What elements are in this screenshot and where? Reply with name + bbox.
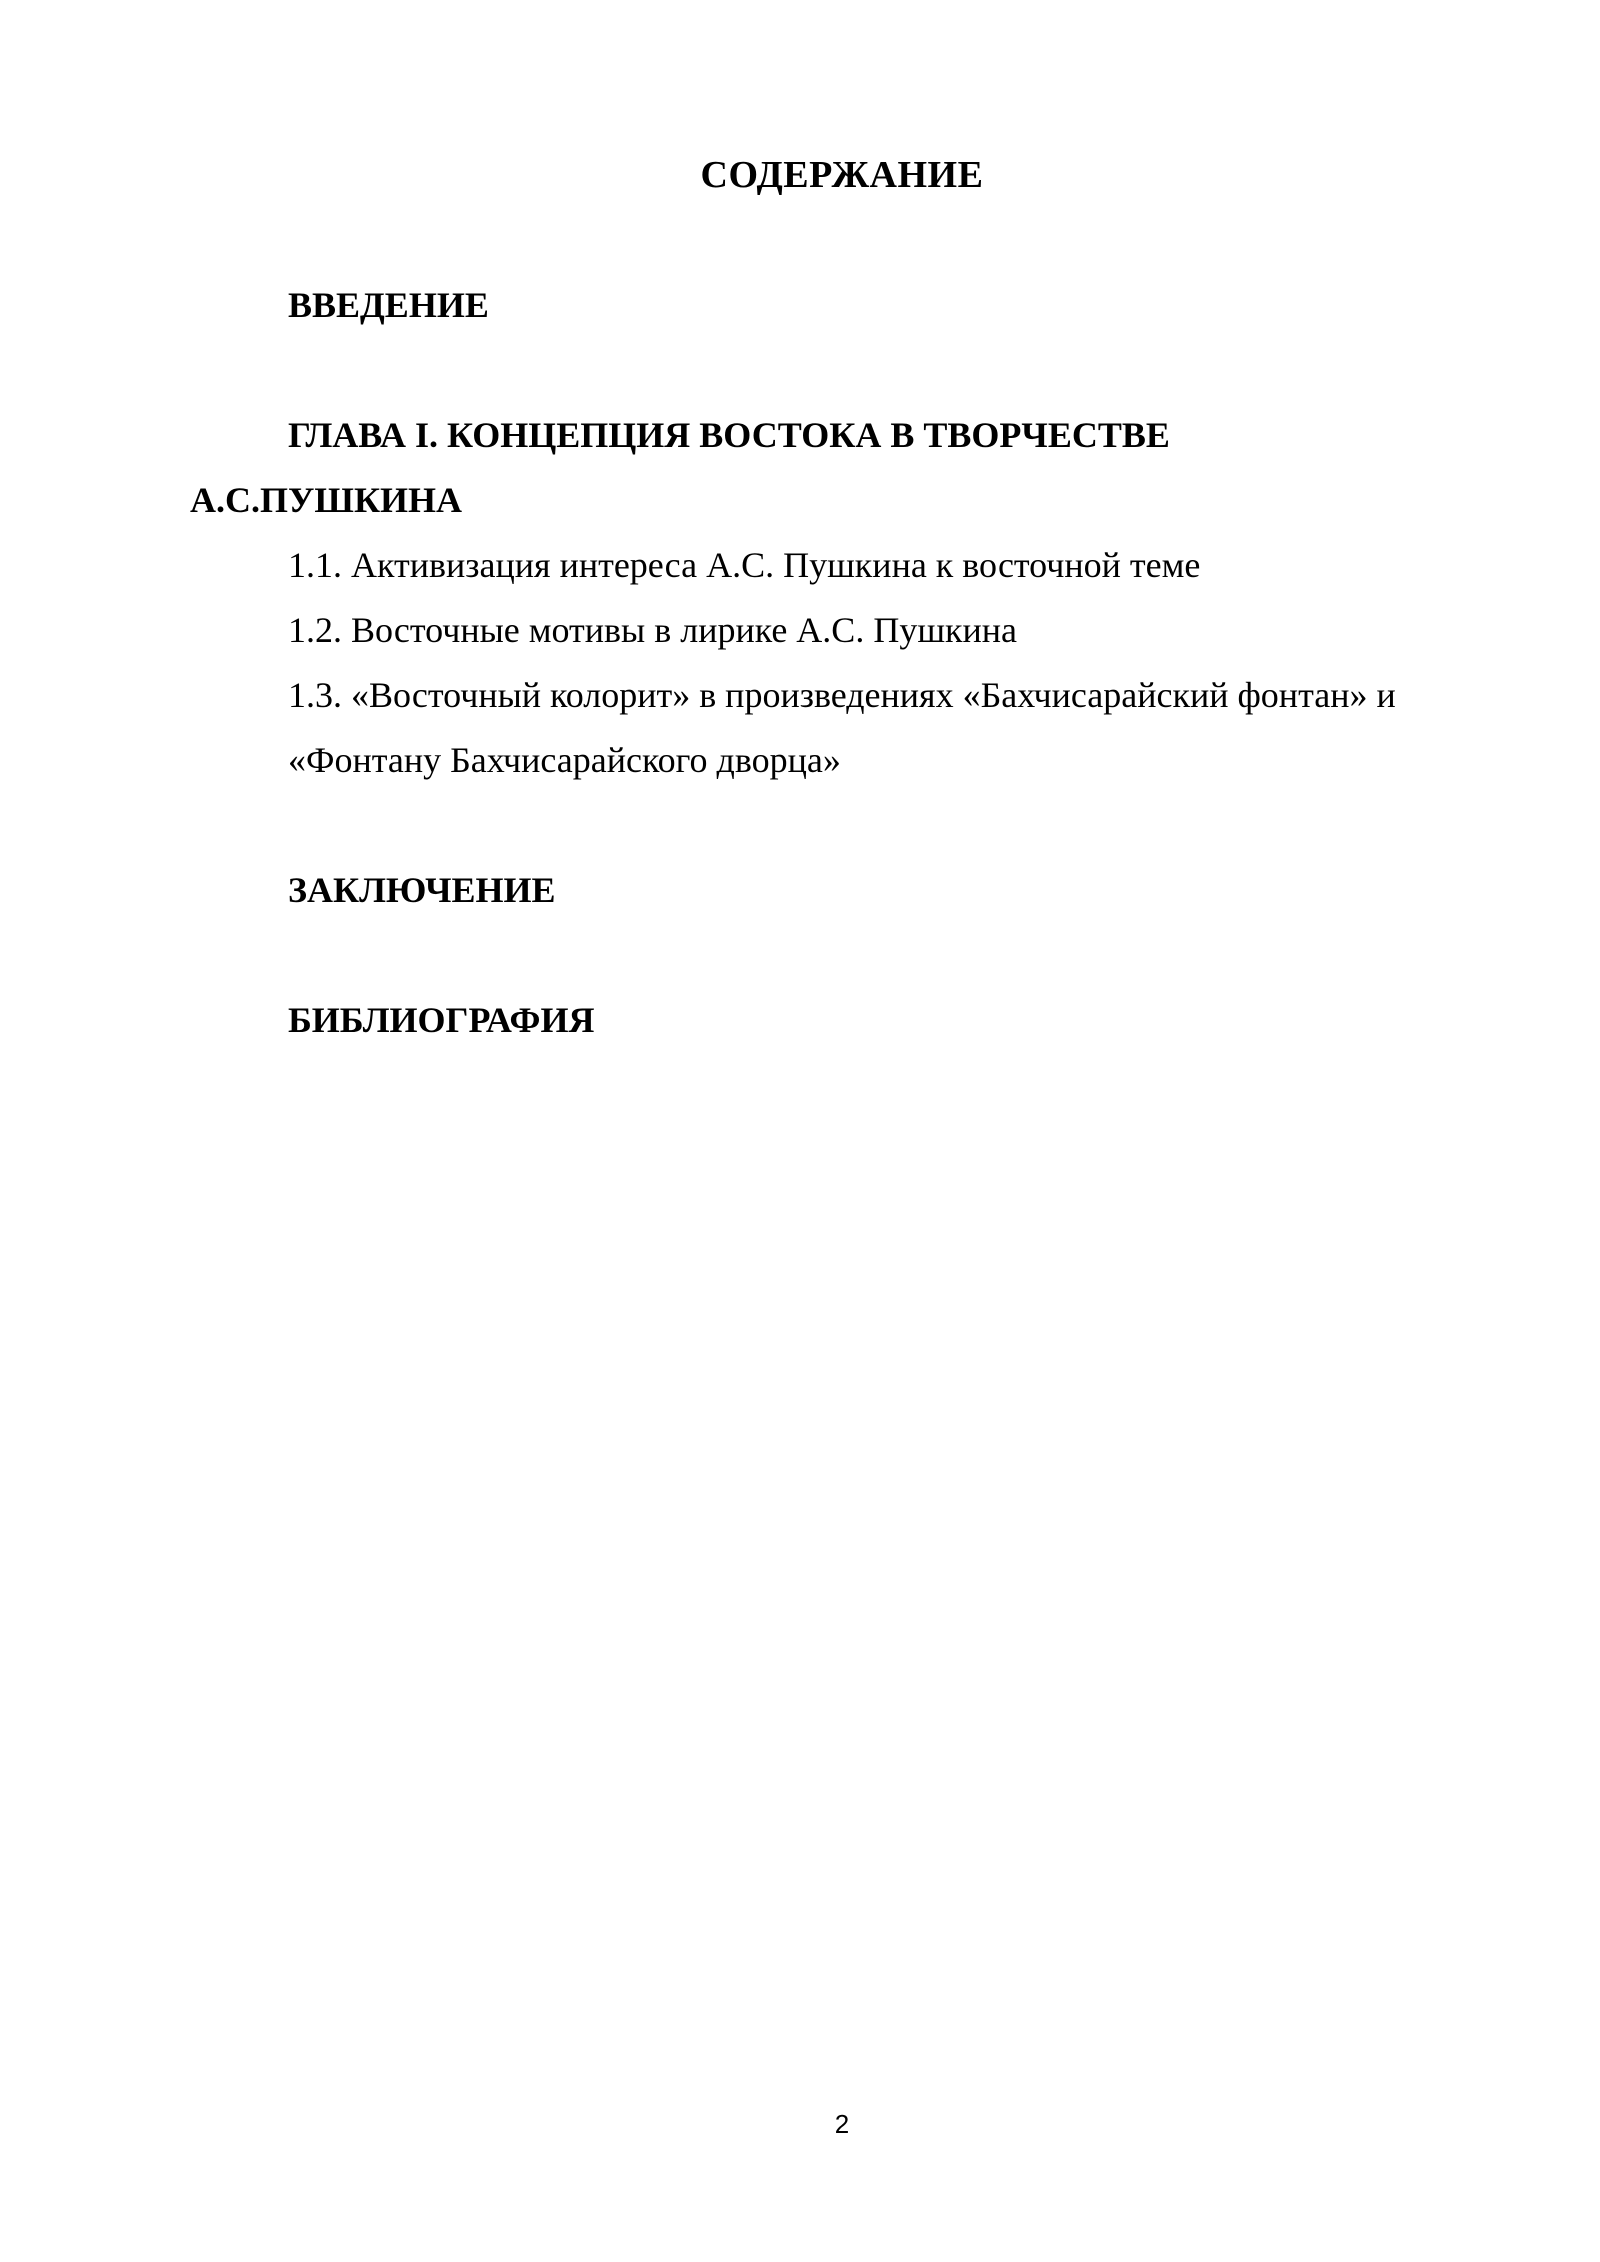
toc-entry-chapter1-heading-continued: А.С.ПУШКИНА <box>190 480 463 520</box>
toc-entry-bibliography: БИБЛИОГРАФИЯ <box>288 1000 595 1040</box>
toc-entry-introduction: ВВЕДЕНИЕ <box>288 285 489 325</box>
toc-entry-conclusion: ЗАКЛЮЧЕНИЕ <box>288 870 556 910</box>
table-of-contents-title: СОДЕРЖАНИЕ <box>700 154 984 196</box>
page-number: 2 <box>834 2109 850 2139</box>
toc-entry-section-1-3-continued: «Фонтану Бахчисарайского дворца» <box>288 740 841 780</box>
toc-entry-section-1-3: 1.3. «Восточный колорит» в произведениях «Бахчисарайский фонтан» и <box>288 675 1396 715</box>
toc-entry-section-1-2: 1.2. Восточные мотивы в лирике А.С. Пушкина <box>288 610 1018 650</box>
toc-entry-section-1-1: 1.1. Активизация интереса А.С. Пушкина к восточной теме <box>288 545 1201 585</box>
toc-entry-chapter1-heading: ГЛАВА I. КОНЦЕПЦИЯ ВОСТОКА В ТВОРЧЕСТВЕ <box>288 415 1170 455</box>
